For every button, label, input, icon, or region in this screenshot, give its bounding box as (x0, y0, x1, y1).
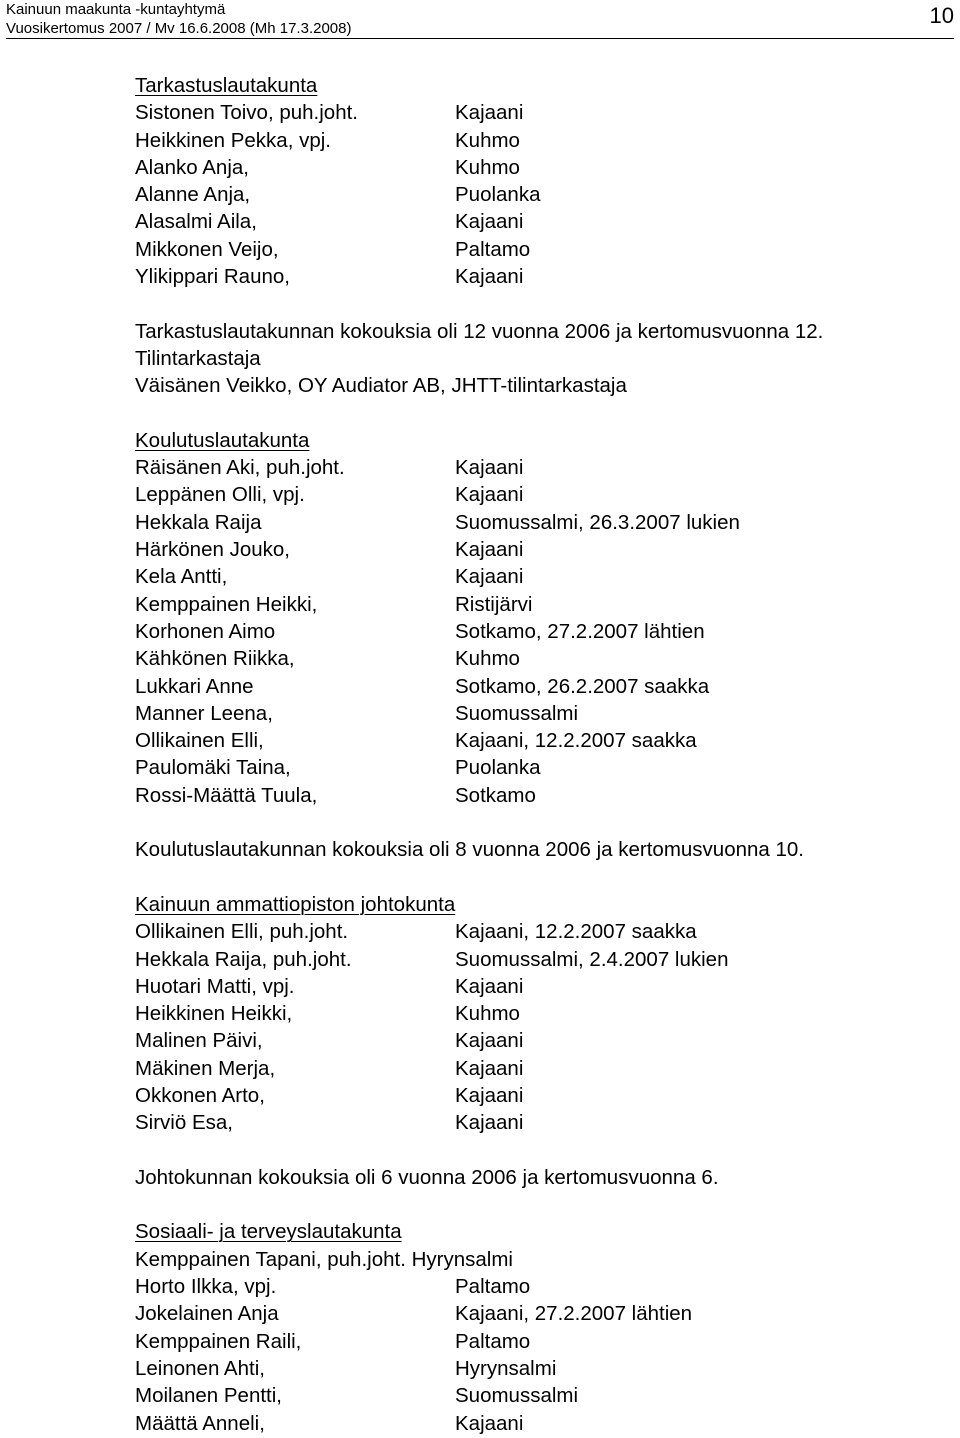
section-heading-johtokunta: Kainuun ammattiopiston johtokunta (135, 892, 456, 916)
member-place: Kuhmo (455, 155, 520, 179)
member-row (135, 1410, 935, 1437)
member-place: Kajaani (455, 456, 524, 480)
member-row (135, 591, 935, 618)
member-place: Suomussalmi (455, 1384, 579, 1408)
member-row (135, 509, 935, 536)
member-name: Alanne Anja, (135, 183, 251, 207)
member-place: Puolanka (455, 183, 541, 207)
page-header (6, 0, 954, 40)
member-list-johtokunta (135, 918, 935, 1136)
member-place: Sotkamo, 26.2.2007 saakka (455, 674, 710, 698)
member-name: Horto Ilkka, vpj. (135, 1275, 277, 1299)
member-place: Paltamo (455, 1275, 531, 1299)
member-place: Kajaani (455, 265, 524, 289)
auditor-title: Tilintarkastaja (135, 346, 261, 370)
member-name: Räisänen Aki, puh.joht. (135, 456, 345, 480)
member-place: Paltamo (455, 1329, 531, 1353)
member-row (135, 645, 935, 672)
member-row (135, 1328, 935, 1355)
member-row (135, 99, 935, 126)
member-name: Rossi-Määttä Tuula, (135, 783, 318, 807)
member-place: Kajaani (455, 1029, 524, 1053)
member-name: Paulomäki Taina, (135, 756, 291, 780)
member-name: Heikkinen Pekka, vpj. (135, 128, 331, 152)
member-name: Ylikippari Rauno, (135, 265, 290, 289)
spacer (135, 400, 935, 427)
member-row (135, 1000, 935, 1027)
member-place: Kajaani (455, 1056, 524, 1080)
member-name: Määttä Anneli, (135, 1411, 265, 1435)
member-name: Leinonen Ahti, (135, 1356, 265, 1380)
member-row (135, 1382, 935, 1409)
member-row (135, 154, 935, 181)
spacer (135, 809, 935, 836)
member-row (135, 1027, 935, 1054)
member-row (135, 700, 935, 727)
member-place: Kajaani (455, 538, 524, 562)
header-rule (6, 38, 954, 39)
page-number: 10 (929, 3, 954, 28)
member-place: Kajaani (455, 974, 524, 998)
member-row (135, 1055, 935, 1082)
spacer (135, 864, 935, 891)
member-place: Puolanka (455, 756, 541, 780)
member-name: Okkonen Arto, (135, 1083, 265, 1107)
header-report-title: Vuosikertomus 2007 / Mv 16.6.2008 (Mh 17.3.2008) (6, 20, 352, 37)
member-place: Kajaani (455, 1411, 524, 1435)
member-row (135, 782, 935, 809)
member-place: Sotkamo (455, 783, 536, 807)
member-place: Hyrynsalmi (411, 1247, 513, 1271)
member-name: Leppänen Olli, vpj. (135, 483, 305, 507)
member-row (135, 1273, 935, 1300)
member-row (135, 1082, 935, 1109)
member-place: Kuhmo (455, 1002, 520, 1026)
meeting-count-note: Johtokunnan kokouksia oli 6 vuonna 2006 ja kertomusvuonna 6. (135, 1165, 719, 1189)
member-list-tarkastuslautakunta (135, 99, 935, 290)
member-row (135, 618, 935, 645)
section-heading-tarkastuslautakunta: Tarkastuslautakunta (135, 74, 318, 97)
member-row (135, 563, 935, 590)
member-name: Kähkönen Riikka, (135, 647, 295, 671)
meeting-count-note: Tarkastuslautakunnan kokouksia oli 12 vuonna 2006 ja kertomusvuonna 12. (135, 319, 824, 343)
spacer (135, 290, 935, 317)
member-name: Ollikainen Elli, (135, 729, 264, 753)
member-place: Sotkamo, 27.2.2007 lähtien (455, 619, 705, 643)
member-name: Kemppainen Heikki, (135, 592, 318, 616)
member-list-koulutuslautakunta (135, 454, 935, 809)
member-row (135, 536, 935, 563)
member-name: Sirviö Esa, (135, 1111, 233, 1135)
member-row (135, 127, 935, 154)
member-place: Kajaani, 27.2.2007 lähtien (455, 1302, 693, 1326)
member-place: Paltamo (455, 237, 531, 261)
member-place: Suomussalmi (455, 701, 579, 725)
member-row (135, 946, 935, 973)
member-place: Suomussalmi, 2.4.2007 lukien (455, 947, 729, 971)
member-row (135, 263, 935, 290)
member-name: Korhonen Aimo (135, 619, 276, 643)
member-row (135, 673, 935, 700)
section-heading-koulutuslautakunta: Koulutuslautakunta (135, 428, 310, 452)
header-organization: Kainuun maakunta -kuntayhtymä (6, 1, 226, 18)
document-body (135, 72, 935, 1437)
member-name: Hekkala Raija (135, 510, 262, 534)
member-place: Kajaani (455, 101, 524, 125)
member-name: Lukkari Anne (135, 674, 254, 698)
member-row (135, 1246, 935, 1273)
member-row (135, 236, 935, 263)
member-name: Malinen Päivi, (135, 1029, 263, 1053)
member-row (135, 1300, 935, 1327)
member-place: Ristijärvi (455, 592, 533, 616)
member-place: Kajaani (455, 483, 524, 507)
member-name: Moilanen Pentti, (135, 1384, 283, 1408)
member-name: Heikkinen Heikki, (135, 1002, 293, 1026)
member-place: Kuhmo (455, 647, 520, 671)
section-heading-sosiaali: Sosiaali- ja terveyslautakunta (135, 1220, 402, 1244)
member-row (135, 973, 935, 1000)
member-row (135, 481, 935, 508)
member-row (135, 1109, 935, 1136)
spacer (135, 1137, 935, 1164)
member-name: Sistonen Toivo, puh.joht. (135, 101, 358, 125)
member-place: Kuhmo (455, 128, 520, 152)
member-name: Jokelainen Anja (135, 1302, 279, 1326)
member-row (135, 181, 935, 208)
member-name: Alasalmi Aila, (135, 210, 257, 234)
auditor-name: Väisänen Veikko, OY Audiator AB, JHTT-tilintarkastaja (135, 374, 627, 398)
member-name: Kemppainen Raili, (135, 1329, 302, 1353)
member-name: Huotari Matti, vpj. (135, 974, 295, 998)
member-place: Kajaani (455, 210, 524, 234)
member-row (135, 918, 935, 945)
member-name: Ollikainen Elli, puh.joht. (135, 920, 349, 944)
member-place: Suomussalmi, 26.3.2007 lukien (455, 510, 740, 534)
member-name: Härkönen Jouko, (135, 538, 290, 562)
member-row (135, 754, 935, 781)
member-name: Mäkinen Merja, (135, 1056, 276, 1080)
member-list-sosiaali (135, 1246, 935, 1437)
member-row (135, 208, 935, 235)
member-row (135, 1355, 935, 1382)
member-name: Mikkonen Veijo, (135, 237, 279, 261)
member-name: Manner Leena, (135, 701, 273, 725)
spacer (135, 1191, 935, 1218)
member-row (135, 727, 935, 754)
member-name: Alanko Anja, (135, 155, 249, 179)
member-name: Hekkala Raija, puh.joht. (135, 947, 352, 971)
member-name: Kemppainen Tapani, puh.joht. (135, 1247, 406, 1271)
member-place: Kajaani (455, 1083, 524, 1107)
member-place: Kajaani (455, 1111, 524, 1135)
member-place: Hyrynsalmi (455, 1356, 557, 1380)
member-place: Kajaani (455, 565, 524, 589)
meeting-count-note: Koulutuslautakunnan kokouksia oli 8 vuonna 2006 ja kertomusvuonna 10. (135, 838, 804, 862)
member-row (135, 454, 935, 481)
member-place: Kajaani, 12.2.2007 saakka (455, 729, 697, 753)
member-name: Kela Antti, (135, 565, 228, 589)
member-place: Kajaani, 12.2.2007 saakka (455, 920, 697, 944)
